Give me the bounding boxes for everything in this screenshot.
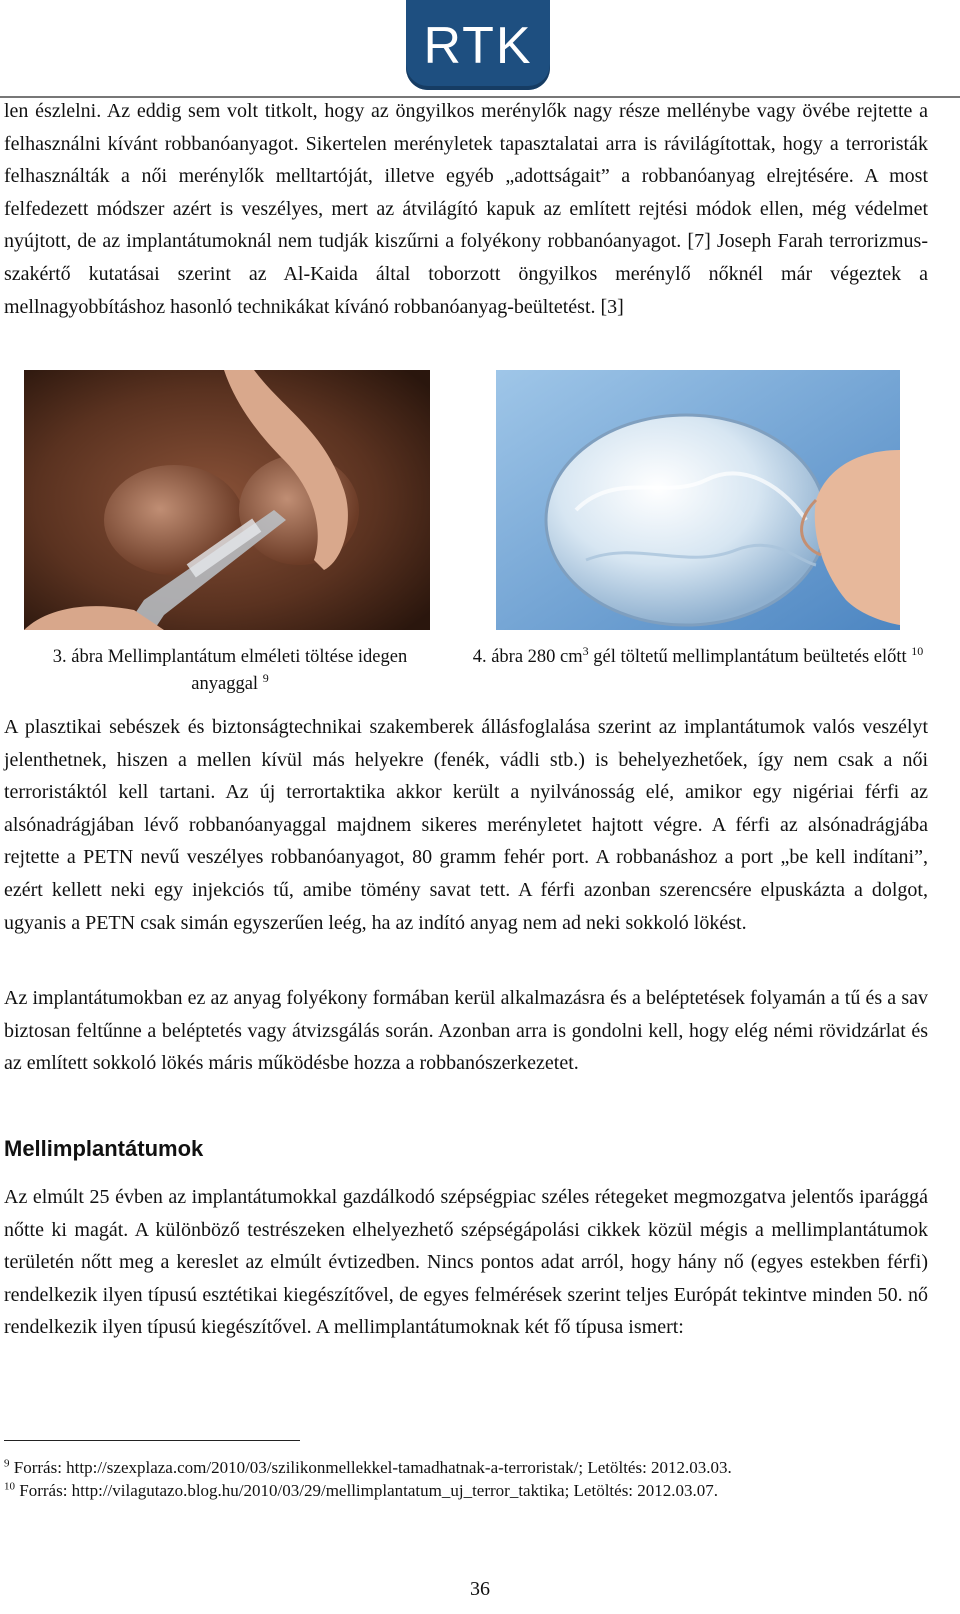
footnote-10-text[interactable]: Forrás: http://vilagutazo.blog.hu/2010/03/29/mellimplantatum_uj_terror_taktika; Letöltés: 2012.03.07. [19,1481,719,1500]
figure-3-caption [20,644,440,698]
paragraph-2: A plasztikai sebészek és biztonságtechnikai szakemberek állásfoglalása szerint az implantátumok valós veszélyt jelenthetnek, hiszen a mellen kívül más helyekre (fenék, vádli stb.) is behelyezhetőek, így nem csak a női terroristáktól kell tartani. Az új terrortaktika akkor került a nyilvánosság elé, amikor egy nigériai férfi az alsónadrágjában lévő robbanóanyaggal majdnem sikeres merényletet hajtott végre. A férfi az alsónadrágjába rejtette a PETN nevű veszélyes robbanóanyagot, 80 gramm fehér port. A robbanáshoz a port „be kell indítani”, ezért kellett neki egy injekciós tű, amibe tömény savat tett. A férfi azonban szerencsére elpuskázta a dolgot, ugyanis a PETN csak simán egyszerűen leég, ha az indító anyag nem ad neki sokkoló lökést. [4,716,928,934]
superscript-3: 3 [582,643,589,658]
footnote-ref-10[interactable]: 10 [911,643,924,658]
footnote-10 [4,1481,718,1501]
figure-3-illustration [24,370,430,630]
figure-4-caption-post: gél töltetű mellimplantátum beültetés előtt [588,647,907,667]
logo-text: RTK [423,17,533,75]
footnote-9-number: 9 [4,1457,10,1470]
figure-4-image [496,370,900,630]
paragraph-1: len észlelni. Az eddig sem volt titkolt, hogy az öngyilkos merénylők nagy része mellénybe vagy övébe rejtette a felhasználni kívánt robbanóanyagot. Sikertelen merényletek tapasztalatai arra is rávilágítottak, hogy a terroristák felhasználták a női merénylők melltartóját, illetve egyéb „adottságait” a robbanóanyag elrejtésére. A most felfedezett módszer azért is veszélyes, mert az átvilágító kapuk az említett rejtési módok ellen, még védelmet nyújtott, de az implantátumoknál nem tudják kiszűrni a folyékony robbanóanyagot. [7] Joseph Farah terrorizmus-szakértő kutatásai szerint az Al-Kaida által toborzott öngyilkos merénylő nőknél már végeztek a mellnagyobbításhoz hasonló technikákat kívánó robbanóanyag-beültetést. [3] [4,100,928,318]
rtk-logo [406,0,550,90]
figure-4-caption [470,644,926,671]
section-heading: Mellimplantátumok [4,1136,204,1161]
figure-4-illustration [496,370,900,630]
footnote-9-text[interactable]: Forrás: http://szexplaza.com/2010/03/szilikonmellekkel-tamadhatnak-a-terroristak/; Letöltés: 2012.03.03. [13,1458,732,1477]
paragraph-3: Az implantátumokban ez az anyag folyékony formában kerül alkalmazásra és a beléptetések folyamán a tű és a sav biztosan feltűnne a beléptetés vagy átvizsgálás során. Azonban arra is gondolni kell, hogy elég némi rövidzárlat és az említett sokkoló lökés máris működésbe hozza a robbanószerkezetet. [4,987,928,1075]
footnote-10-number: 10 [4,1480,15,1493]
figure-3-image [24,370,430,630]
figure-3-caption-text: 3. ábra Mellimplantátum elméleti töltése idegen anyaggal [52,647,408,694]
paragraph-4: Az elmúlt 25 évben az implantátumokkal gazdálkodó szépségpiac széles rétegeket megmozgatva jelentős iparággá nőtte ki magát. A különböző testrészeken elhelyezhető szépségápolási cikkek közül mégis a mellimplantátumok területén nőtt meg a kereslet az elmúlt évtizedben. Nincs pontos adat arról, hogy hány nő (egyes estekben férfi) rendelkezik ilyen típusú esztétikai kiegészítővel, de egyes felmérések szerint teljes Európát tekintve minden 50. nő rendelkezik ilyen típusú kiegészítővel. A mellimplantátumoknak két fő típusa ismert: [4,1186,928,1339]
figure-4-caption-pre: 4. ábra 280 cm [472,647,583,667]
footnote-divider [4,1440,300,1441]
footnote-ref-9[interactable]: 9 [262,670,269,685]
page-number: 36 [470,1578,490,1600]
footnote-9 [4,1458,732,1478]
page-header [0,0,960,100]
